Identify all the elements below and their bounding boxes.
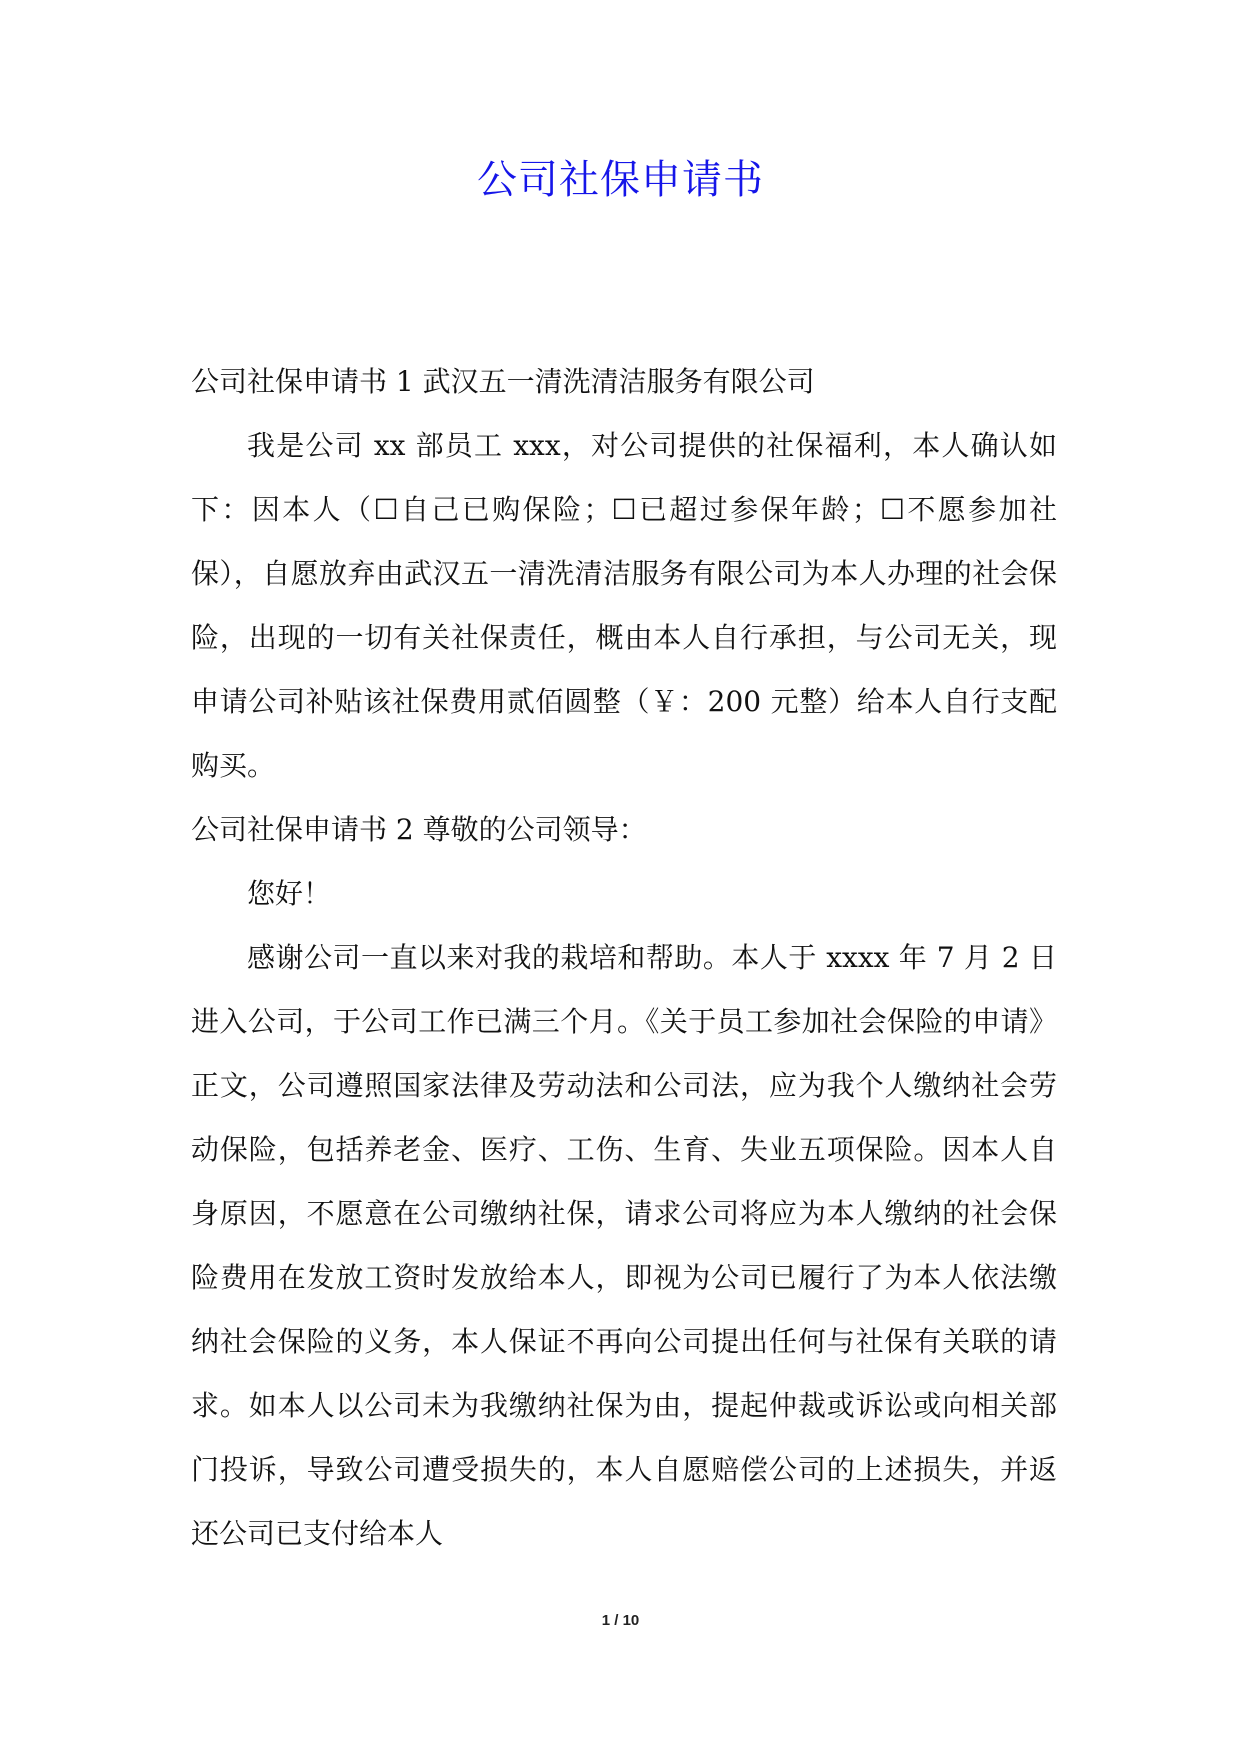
paragraph-body-1: 我是公司 xx 部员工 xxx，对公司提供的社保福利，本人确认如下：因本人（☐自己已购保险；☐已超过参保年龄；☐不愿参加社保），自愿放弃由武汉五一清洗清洁服务有限公司为本人办理的社会保险，出现的一切有关社保责任，概由本人自行承担，与公司无关，现申请公司补贴该社保费用贰佰圆整（￥：200 元整）给本人自行支配购买。 — [191, 429, 1057, 782]
paragraph-heading-2: 公司社保申请书 2 尊敬的公司领导： — [191, 813, 647, 846]
page-number: 1 / 10 — [601, 1612, 640, 1629]
document-body — [191, 350, 1057, 1566]
paragraph-heading-1: 公司社保申请书 1 武汉五一清洗清洁服务有限公司 — [191, 365, 815, 398]
paragraph-greeting: 您好！ — [247, 877, 332, 910]
document-title: 公司社保申请书 — [477, 157, 764, 203]
paragraph-body-2: 感谢公司一直以来对我的栽培和帮助。本人于 xxxx 年 7 月 2 日进入公司，于公司工作已满三个月。《关于员工参加社会保险的申请》正文，公司遵照国家法律及劳动法和公司法，应为我个人缴纳社会劳动保险，包括养老金、医疗、工伤、生育、失业五项保险。因本人自身原因，不愿意在公司缴纳社保，请求公司将应为本人缴纳的社会保险费用在发放工资时发放给本人，即视为公司已履行了为本人依法缴纳社会保险的义务，本人保证不再向公司提出任何与社保有关联的请求。如本人以公司未为我缴纳社保为由，提起仲裁或诉讼或向相关部门投诉，导致公司遭受损失的，本人自愿赔偿公司的上述损失，并返还公司已支付给本人 — [191, 941, 1057, 1550]
